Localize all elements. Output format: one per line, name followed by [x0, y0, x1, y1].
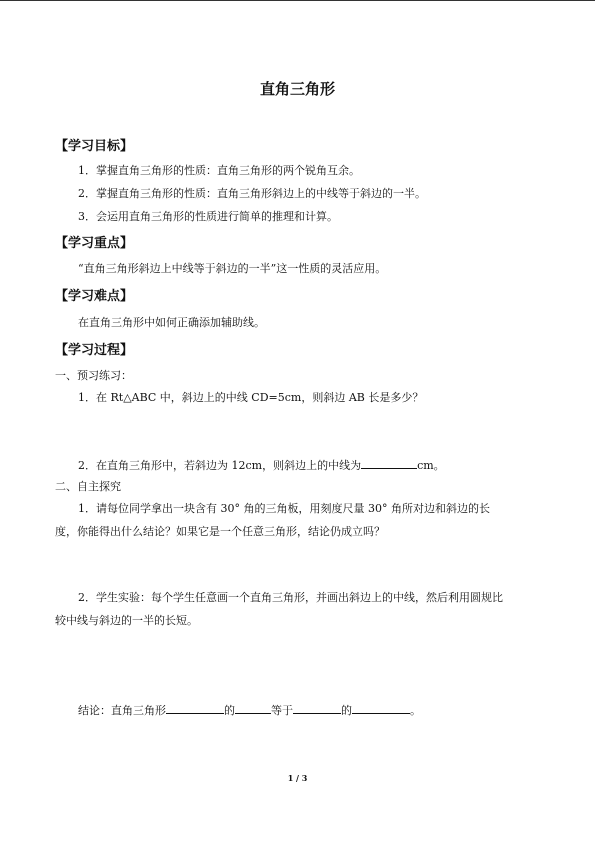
answer-blank	[293, 702, 341, 714]
page-number: 1 / 3	[287, 773, 308, 783]
conclusion-line	[78, 702, 421, 718]
objective-item-2: 2．掌握直角三角形的性质：直角三角形斜边上的中线等于斜边的一半。	[78, 187, 426, 200]
part2-question-2-line-2: 较中线与斜边的一半的长短。	[55, 614, 198, 627]
objective-item-3: 3．会运用直角三角形的性质进行简单的推理和计算。	[78, 210, 338, 223]
part1-title: 一、预习练习：	[55, 369, 132, 382]
conclusion-text-1: 结论：直角三角形	[78, 704, 166, 717]
difficulties-heading: 【学习难点】	[55, 289, 134, 304]
part1-question-2	[78, 457, 445, 473]
difficulties-text: 在直角三角形中如何正确添加辅助线。	[78, 316, 265, 329]
top-border	[0, 0, 595, 1]
part2-question-1-line-1: 1．请每位同学拿出一块含有 30° 角的三角板，用刻度尺量 30° 角所对边和斜边的长	[78, 502, 490, 515]
answer-blank	[352, 702, 410, 714]
key-points-heading: 【学习重点】	[55, 236, 134, 251]
answer-blank	[166, 702, 224, 714]
key-points-text: “直角三角形斜边上中线等于斜边的一半”这一性质的灵活应用。	[78, 262, 387, 275]
part2-question-1-line-2: 度，你能得出什么结论？如果它是一个任意三角形，结论仍成立吗？	[55, 525, 385, 538]
answer-blank	[361, 457, 417, 469]
objective-item-1: 1．掌握直角三角形的性质：直角三角形的两个锐角互余。	[78, 164, 360, 177]
part1-question-2-unit: cm。	[417, 459, 445, 472]
part2-question-2-line-1: 2．学生实验：每个学生任意画一个直角三角形，并画出斜边上的中线，然后利用圆规比	[78, 591, 503, 604]
conclusion-text-5: 。	[410, 704, 421, 717]
part2-title: 二、自主探究	[55, 480, 121, 493]
page-title: 直角三角形	[259, 80, 335, 98]
conclusion-text-3: 等于	[271, 704, 293, 717]
objectives-heading: 【学习目标】	[55, 139, 134, 154]
answer-blank	[235, 702, 271, 714]
conclusion-text-4: 的	[341, 704, 352, 717]
part1-question-2-text: 2．在直角三角形中，若斜边为 12cm，则斜边上的中线为	[78, 459, 362, 472]
conclusion-text-2: 的	[224, 704, 235, 717]
process-heading: 【学习过程】	[55, 343, 134, 358]
part1-question-1: 1．在 Rt△ABC 中，斜边上的中线 CD=5cm，则斜边 AB 长是多少？	[78, 391, 424, 404]
